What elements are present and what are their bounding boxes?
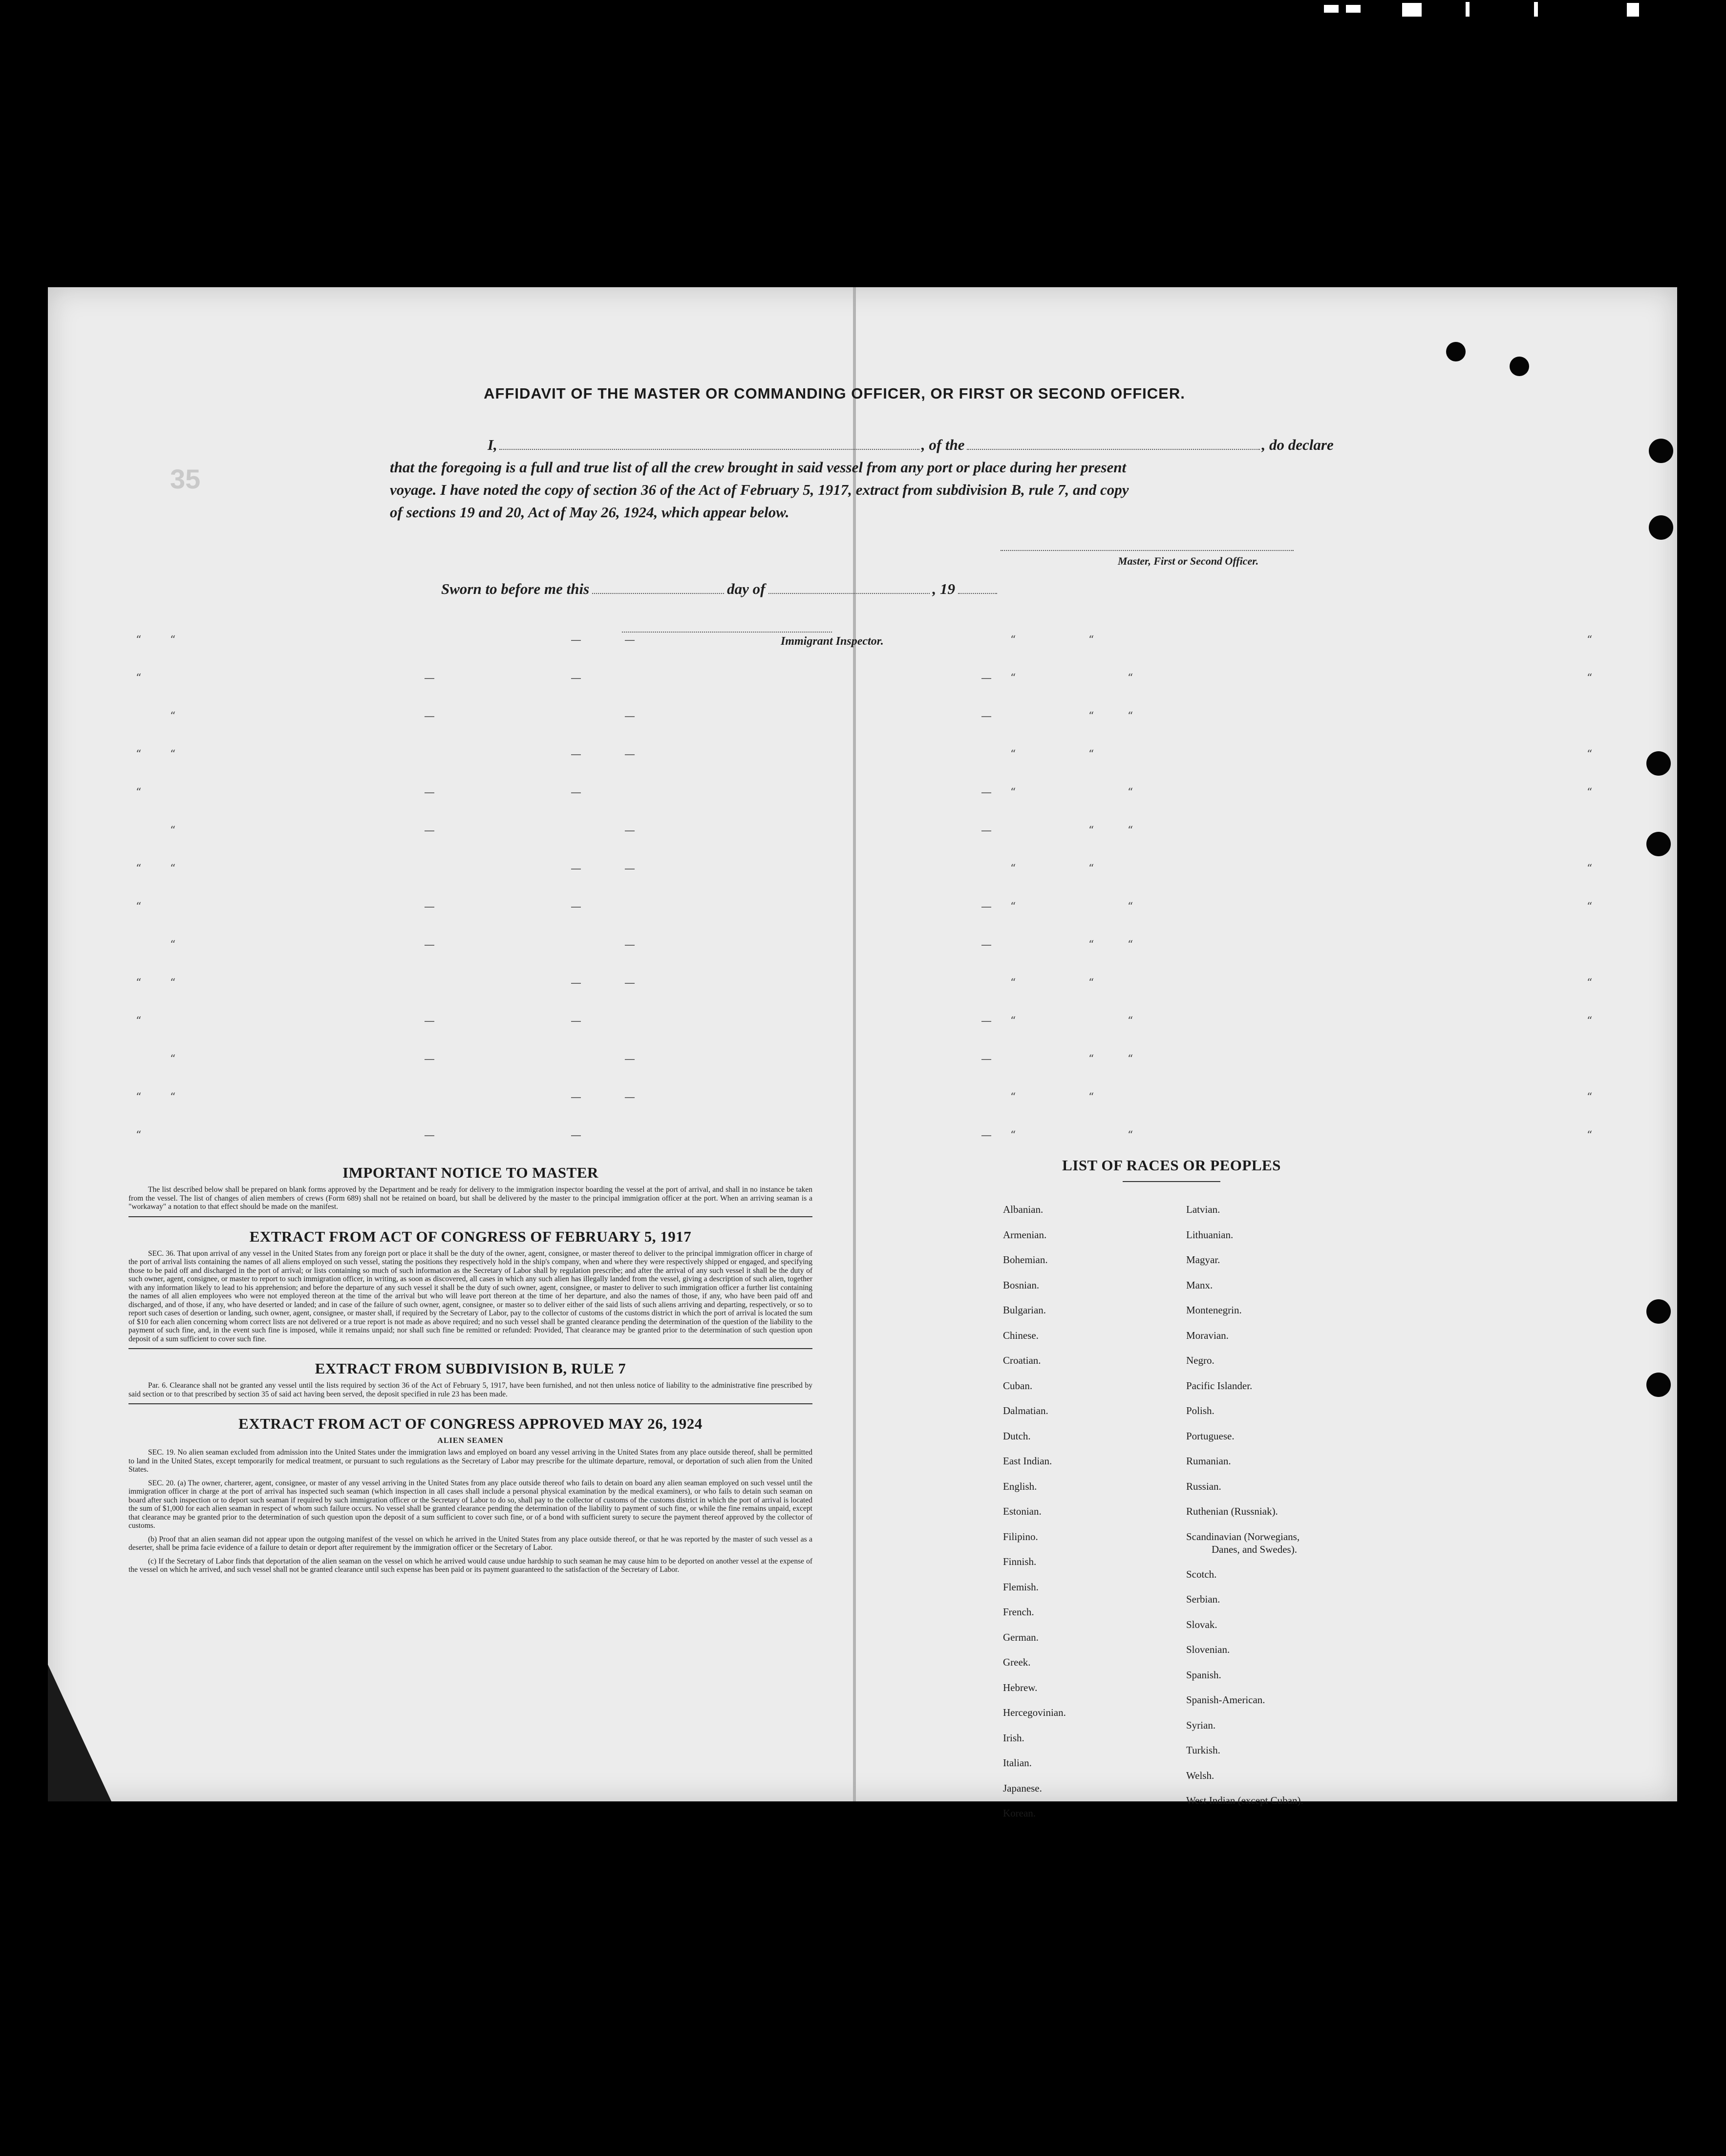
ditto-mark: —	[624, 824, 635, 837]
ditto-mark: “	[1128, 672, 1133, 684]
race-item: Danes, and Swedes).	[1212, 1543, 1297, 1555]
race-item: Lithuanian.	[1186, 1228, 1234, 1241]
race-item: Pacific Islander.	[1186, 1379, 1253, 1392]
subdivision-b-title: EXTRACT FROM SUBDIVISION B, RULE 7	[315, 1360, 626, 1377]
i-label: I,	[488, 436, 497, 453]
ditto-mark: “	[1010, 1091, 1016, 1103]
race-item: Filipino.	[1003, 1530, 1038, 1543]
race-item: Bulgarian.	[1003, 1304, 1046, 1316]
ditto-mark: “	[136, 786, 142, 799]
ditto-mark: —	[424, 901, 435, 913]
ditto-mark: “	[1587, 1091, 1593, 1103]
ditto-mark: “	[1010, 901, 1016, 913]
section-rule	[128, 1216, 812, 1217]
ditto-mark: —	[571, 1015, 581, 1027]
race-item: Latvian.	[1186, 1204, 1220, 1215]
ditto-mark: “	[1128, 1053, 1133, 1065]
ditto-mark: “	[170, 863, 176, 875]
race-item: Polish.	[1186, 1405, 1215, 1416]
ditto-mark: —	[624, 748, 635, 761]
ditto-mark: —	[981, 786, 992, 799]
ditto-mark: “	[1010, 748, 1016, 761]
extract-1924-title: EXTRACT FROM ACT OF CONGRESS APPROVED MAY 26, 1924	[238, 1415, 703, 1432]
ditto-mark: “	[1587, 786, 1593, 799]
ditto-mark: —	[424, 939, 435, 951]
ditto-mark: —	[624, 710, 635, 722]
notice-title: IMPORTANT NOTICE TO MASTER	[342, 1164, 598, 1181]
manifest-page	[48, 287, 1677, 1819]
ditto-mark: “	[170, 710, 176, 722]
race-item: Dalmatian.	[1003, 1405, 1048, 1416]
ditto-mark: —	[624, 1053, 635, 1065]
master-signature-line[interactable]	[1001, 550, 1294, 551]
race-item: English.	[1003, 1480, 1037, 1492]
race-item: Armenian.	[1003, 1228, 1047, 1241]
ditto-mark: “	[1128, 939, 1133, 951]
ditto-mark: “	[136, 1091, 142, 1103]
ditto-mark: “	[1088, 1053, 1094, 1065]
race-item: Bohemian.	[1003, 1254, 1048, 1266]
inspector-label: Immigrant Inspector.	[781, 635, 884, 648]
affidavit-line-2: that the foregoing is a full and true list of all the crew brought in said vessel from any port or place during her present	[390, 459, 1127, 476]
ditto-mark: “	[136, 748, 142, 761]
alien-seamen-subtitle: ALIEN SEAMEN	[437, 1437, 504, 1445]
film-marks	[1319, 0, 1661, 20]
ditto-mark: “	[1010, 1129, 1016, 1141]
left-column	[128, 1164, 812, 1579]
ditto-mark: “	[1088, 748, 1094, 761]
affidavit-text	[390, 434, 1342, 524]
year-blank[interactable]	[958, 580, 997, 594]
ditto-mark: “	[1010, 977, 1016, 989]
month-blank[interactable]	[768, 580, 930, 594]
ditto-mark: —	[981, 901, 992, 913]
race-item: Rumanian.	[1186, 1455, 1231, 1467]
race-item: Bosnian.	[1003, 1279, 1040, 1291]
race-item: Estonian.	[1003, 1505, 1042, 1517]
ditto-mark: “	[136, 1015, 142, 1027]
ditto-mark: “	[136, 977, 142, 989]
race-item: East Indian.	[1003, 1455, 1052, 1467]
ditto-mark: —	[571, 1091, 581, 1103]
ditto-mark: “	[1088, 977, 1094, 989]
master-label: Master, First or Second Officer.	[1118, 555, 1259, 567]
ditto-mark: “	[1587, 977, 1593, 989]
ditto-mark: “	[136, 1129, 142, 1141]
of-the-label: , of the	[921, 436, 965, 453]
ditto-mark: —	[624, 634, 635, 646]
ditto-mark: —	[981, 1015, 992, 1027]
ditto-mark: —	[424, 786, 435, 799]
torn-corner	[48, 1665, 111, 1801]
race-item: Slovak.	[1186, 1618, 1217, 1630]
race-item: Portuguese.	[1186, 1430, 1235, 1442]
race-item: French.	[1003, 1606, 1034, 1618]
race-item: Scotch.	[1186, 1568, 1217, 1580]
ditto-mark: —	[981, 672, 992, 684]
ditto-mark: —	[424, 672, 435, 684]
ditto-mark: —	[624, 939, 635, 951]
ditto-mark: “	[170, 977, 176, 989]
affidavit-line-1	[390, 434, 1342, 456]
race-item: Chinese.	[1003, 1329, 1039, 1341]
race-item: Turkish.	[1186, 1744, 1220, 1756]
affidavit-line-4: of sections 19 and 20, Act of May 26, 1924, which appear below.	[390, 504, 789, 521]
ditto-mark: —	[571, 748, 581, 761]
ditto-mark: —	[571, 977, 581, 989]
race-item: Irish.	[1003, 1732, 1024, 1744]
ditto-mark: —	[981, 939, 992, 951]
ditto-mark: “	[1587, 672, 1593, 684]
ditto-mark: —	[571, 672, 581, 684]
day-of-label: day of	[727, 580, 766, 597]
races-column-1	[1003, 1204, 1179, 1833]
race-item: Italian.	[1003, 1757, 1032, 1769]
ditto-mark: “	[170, 748, 176, 761]
notice-text: The list described below shall be prepared on blank forms approved by the Department and be ready for delivery to the immigration inspector boarding the vessel at the port of arrival, and shall in no instance be taken from the vessel. The list of changes of alien members of crews (Form 689) shall not be retained on board, but shall be delivered by the master to the principal immigration officer at the port. When an arriving seaman is a "workaway" a notation to that effect should be made on the manifest.	[128, 1185, 812, 1211]
ditto-mark: —	[981, 824, 992, 837]
ditto-mark: “	[1128, 824, 1133, 837]
ditto-mark: “	[1587, 748, 1593, 761]
ditto-mark: “	[1128, 1015, 1133, 1027]
ditto-mark: —	[571, 1129, 581, 1141]
race-item: Spanish.	[1186, 1669, 1221, 1681]
ditto-mark: —	[424, 710, 435, 722]
ditto-mark: “	[1010, 672, 1016, 684]
race-item: Albanian.	[1003, 1204, 1044, 1215]
section-rule	[128, 1348, 812, 1349]
race-item: Croatian.	[1003, 1354, 1041, 1366]
ditto-mark: —	[571, 786, 581, 799]
sec-19-text: SEC. 19. No alien seaman excluded from admission into the United States under the immigration laws and employed on board any vessel arriving in the United States from any place outside thereof, shall be permitted to land in the United States, except temporarily for medical treatment, or pursuant to such regulations as the Secretary of Labor may prescribe for the ultimate departure, removal, or deportation of such alien from the United States.	[128, 1448, 812, 1474]
ditto-mark: —	[571, 901, 581, 913]
ditto-mark: —	[424, 1053, 435, 1065]
affidavit-line-3: voyage. I have noted the copy of section 36 of the Act of February 5, 1917, extract from subdivision B, rule 7, and copy	[390, 481, 1129, 498]
ditto-mark: —	[424, 1129, 435, 1141]
race-item: Syrian.	[1186, 1719, 1216, 1731]
ditto-mark: “	[1010, 634, 1016, 646]
ditto-mark: “	[1010, 863, 1016, 875]
ditto-mark: “	[1088, 634, 1094, 646]
race-item: Slovenian.	[1186, 1644, 1230, 1655]
ditto-mark: “	[1088, 863, 1094, 875]
ditto-mark: “	[136, 672, 142, 684]
ditto-mark: —	[981, 1129, 992, 1141]
race-item: Scandinavian (Norwegians,	[1186, 1530, 1300, 1543]
ditto-mark: “	[136, 863, 142, 875]
sworn-line	[441, 580, 1076, 598]
race-item: Spanish-American.	[1186, 1694, 1265, 1706]
ditto-mark: —	[981, 1053, 992, 1065]
sec-20c-text: (c) If the Secretary of Labor finds that deportation of the alien seaman on the vessel on which he arrived would cause undue hardship to such seaman he may cause him to be deported on another vessel at the expense of the vessel on which he arrived, and such vessel shall not be granted clearance until such expense has been paid or its payment guaranteed to the satisfaction of the Secretary of Labor.	[128, 1557, 812, 1574]
ditto-mark: “	[136, 634, 142, 646]
ditto-mark: —	[571, 634, 581, 646]
ditto-mark: “	[1128, 786, 1133, 799]
extract-1917-title: EXTRACT FROM ACT OF CONGRESS OF FEBRUARY 5, 1917	[249, 1227, 692, 1245]
race-item: Dutch.	[1003, 1430, 1031, 1442]
race-item: Cuban.	[1003, 1379, 1033, 1392]
race-item: Hebrew.	[1003, 1681, 1038, 1693]
year-label: , 19	[932, 580, 955, 597]
ditto-mark: —	[571, 863, 581, 875]
affidavit-title: AFFIDAVIT OF THE MASTER OR COMMANDING OFFICER, OR FIRST OR SECOND OFFICER.	[484, 385, 1185, 402]
sec-20a-text: SEC. 20. (a) The owner, charterer, agent, consignee, or master of any vessel arriving in the United States from any place outside thereof who fails to detain on board any alien seaman employed on such vessel until the immigration officer in charge at the port of arrival has inspected such seaman (which inspection in all cases shall include a personal physical examination by the medical examiners), or who fails to detain such seaman on board after such inspection or to deport such seaman if required by such immigration officer or the Secretary of Labor to do so, shall pay to the collector of customs of the customs district in which the port of arrival is located the sum of $1,000 for each alien seaman in respect of whom such failure occurs. No vessel shall be granted clearance pending the determination of the liability to payment of such fine, or while the fine remains unpaid, except that clearance may be granted prior to the determination of such question upon the deposit of a sum sufficient to cover such fine, or of a bond with sufficient surety to secure the payment thereof approved by the collector of customs.	[128, 1479, 812, 1530]
ditto-mark: “	[1088, 939, 1094, 951]
ditto-mark: —	[624, 977, 635, 989]
ditto-mark: “	[1587, 863, 1593, 875]
race-item: Greek.	[1003, 1656, 1031, 1668]
ditto-mark: —	[624, 863, 635, 875]
extract-1917-text: SEC. 36. That upon arrival of any vessel in the United States from any foreign port or place it shall be the duty of the owner, agent, consignee, or master thereof to deliver to the principal immigration officer in charge of the port of arrival lists containing the names of all aliens employed on such vessel, stating the positions they respectively hold in the ship's company, when and where they were respectively shipped or engaged, and specifying those to be paid off and discharged in the port of arrival; or lists containing so much of such information as the Secretary of Labor shall by regulation prescribe; and after the arrival of any such vessel it shall be the duty of such owner, agent, consignee, or master to report to such immigration officer, in writing, as soon as discovered, all cases in which any such alien has illegally landed from the vessel, giving a description of such alien, together with any information likely to lead to his apprehension; and before the departure of any such vessel it shall be the duty of such owner, agent, consignee, or master to deliver to such immigration officer a further list containing the names of all alien employees who were not employed thereon at the time of the arrival but who will leave port thereon at the time of her departure, and also the names of those, if any, who have been paid off and discharged, and of those, if any, who have deserted or landed; and in case of the failure of such owner, agent, consignee, or master so to deliver either of the said lists of such aliens arriving and departing, respectively, or so to report such cases of desertion or landing, such owner, agent, consignee, or master shall, if required by the Secretary of Labor, pay to the collector of customs of the customs district in which the port of arrival is located the sum of $10 for each alien concerning whom correct lists are not delivered or a true report is not made as above required; and no such vessel shall be granted clearance pending the determination of the question of the liability to the payment of such fine, and, in the event such fine is imposed, while it remains unpaid; nor shall such fine be remitted or refunded: Provided, That clearance may be granted prior to the determination of such question upon deposit of a sum sufficient to cover such fine.	[128, 1249, 812, 1343]
ditto-mark: —	[981, 710, 992, 722]
race-item: Magyar.	[1186, 1254, 1220, 1266]
ditto-mark: “	[170, 634, 176, 646]
ditto-mark: “	[136, 901, 142, 913]
race-item: Japanese.	[1003, 1782, 1042, 1794]
ditto-mark: —	[424, 824, 435, 837]
ditto-mark: “	[170, 939, 176, 951]
race-item: Montenegrin.	[1186, 1304, 1242, 1316]
ditto-mark: “	[1128, 1129, 1133, 1141]
ditto-mark: “	[170, 824, 176, 837]
ditto-mark: “	[1010, 1015, 1016, 1027]
race-item: Finnish.	[1003, 1556, 1037, 1567]
ditto-mark: “	[1587, 1129, 1593, 1141]
race-item: German.	[1003, 1631, 1039, 1643]
race-item: Korean.	[1003, 1807, 1036, 1819]
ditto-mark: “	[1088, 824, 1094, 837]
ditto-mark: —	[624, 1091, 635, 1103]
races-title: LIST OF RACES OR PEOPLES	[1062, 1157, 1281, 1174]
ditto-mark: “	[1587, 901, 1593, 913]
race-item: Flemish.	[1003, 1581, 1039, 1593]
ditto-mark: “	[1128, 710, 1133, 722]
do-declare-label: , do declare	[1261, 436, 1334, 453]
ditto-mark: “	[1088, 1091, 1094, 1103]
race-item: Manx.	[1186, 1279, 1213, 1291]
races-rule	[1123, 1181, 1220, 1182]
race-item: Welsh.	[1186, 1769, 1215, 1781]
race-item: Russian.	[1186, 1480, 1221, 1492]
ditto-mark: “	[1010, 786, 1016, 799]
race-item: West Indian (except Cuban).	[1186, 1795, 1303, 1806]
race-item: Moravian.	[1186, 1329, 1229, 1341]
subdivision-b-text: Par. 6. Clearance shall not be granted any vessel until the lists required by section 36 of the Act of February 5, 1917, have been furnished, and not then unless notice of liability to the administrative fine prescribed by said section or to that prescribed by section 35 of said act having been served, the deposit specified in rule 23 has been made.	[128, 1381, 812, 1398]
ditto-mark: “	[1587, 1015, 1593, 1027]
race-item: Serbian.	[1186, 1593, 1220, 1605]
name-blank[interactable]	[499, 435, 919, 450]
ditto-mark: “	[1587, 634, 1593, 646]
ditto-mark: “	[170, 1053, 176, 1065]
sworn-label: Sworn to before me this	[441, 580, 590, 597]
sec-20b-text: (b) Proof that an alien seaman did not appear upon the outgoing manifest of the vessel on which he arrived in the United States from any place outside thereof, or that he was reported by the master of such vessel as a deserter, shall be prima facie evidence of a failure to detain or deport after requirement by the immigration officer or the Secretary of Labor.	[128, 1535, 812, 1552]
ditto-mark: “	[170, 1091, 176, 1103]
faint-page-number: 35	[170, 464, 201, 494]
section-rule	[128, 1403, 812, 1404]
race-item: Hercegovinian.	[1003, 1707, 1066, 1718]
vessel-blank[interactable]	[967, 435, 1260, 450]
races-column-2	[1186, 1204, 1391, 1820]
ditto-mark: —	[424, 1015, 435, 1027]
race-item: Negro.	[1186, 1354, 1215, 1366]
ditto-mark: “	[1128, 901, 1133, 913]
race-item: Ruthenian (Russniak).	[1186, 1505, 1278, 1517]
day-blank[interactable]	[592, 580, 724, 594]
ditto-mark: “	[1088, 710, 1094, 722]
